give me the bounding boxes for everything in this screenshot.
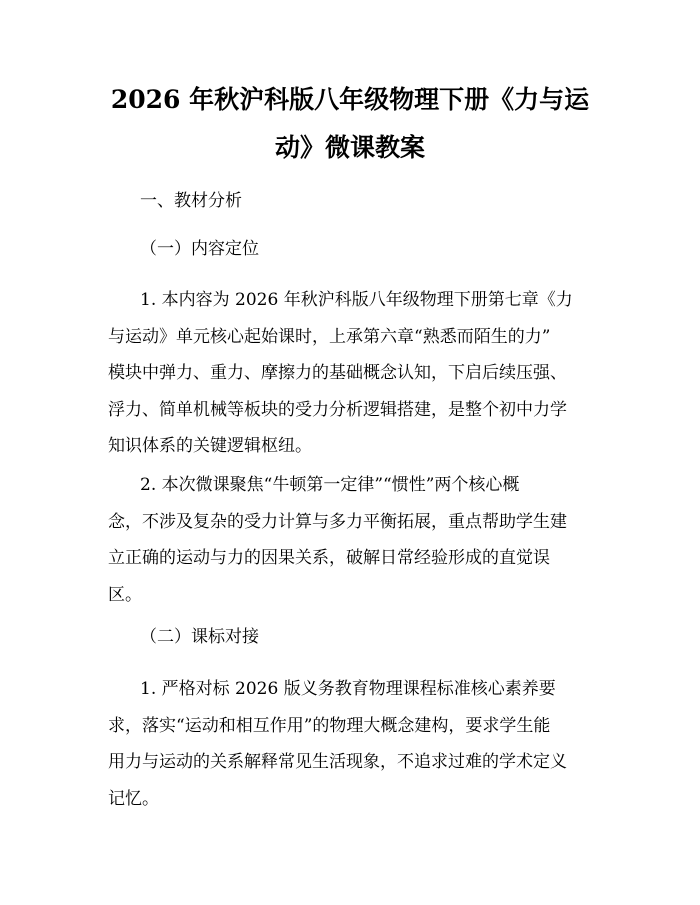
paragraph-line: 求，落实“运动和相互作用”的物理大概念建构，要求学生能: [108, 715, 551, 736]
paragraph-line: 用力与运动的关系解释常见生活现象，不追求过难的学术定义: [108, 752, 567, 772]
document-title-line-2: 动》微课教案: [274, 133, 425, 162]
paragraph-curriculum-alignment-1: [108, 671, 608, 817]
paragraph-line: 念，不涉及复杂的受力计算与多力平衡拓展，重点帮助学生建: [108, 511, 567, 532]
paragraph-line: 浮力、简单机械等板块的受力分析逻辑搭建，是整个初中力学: [108, 399, 567, 420]
paragraph-line: 1. 本内容为 2026 年秋沪科版八年级物理下册第七章《力: [140, 290, 573, 310]
section-heading-textbook-analysis: 一、教材分析: [140, 191, 242, 211]
paragraph-line: 1. 严格对标 2026 版义务教育物理课程标准核心素养要: [140, 679, 556, 699]
document-title-line-1: 2026 年秋沪科版八年级物理下册《力与运: [110, 85, 590, 114]
paragraph-line: 与运动》单元核心起始课时，上承第六章“熟悉而陌生的力”: [108, 326, 551, 347]
paragraph-line: 区。: [108, 584, 142, 605]
paragraph-content-positioning-1: [108, 282, 608, 465]
paragraph-line: 模块中弹力、重力、摩擦力的基础概念认知，下启后续压强、: [108, 363, 567, 383]
paragraph-line: 记忆。: [108, 788, 159, 809]
subsection-heading-content-positioning: （一）内容定位: [140, 239, 259, 259]
paragraph-line: 2. 本次微课聚焦“牛顿第一定律”“惯性”两个核心概: [140, 475, 520, 495]
paragraph-line: 立正确的运动与力的因果关系，破解日常经验形成的直觉误: [108, 548, 550, 568]
paragraph-content-positioning-2: [108, 467, 608, 613]
subsection-heading-curriculum-alignment: （二）课标对接: [140, 627, 259, 647]
paragraph-line: 知识体系的关键逻辑枢纽。: [108, 436, 312, 456]
